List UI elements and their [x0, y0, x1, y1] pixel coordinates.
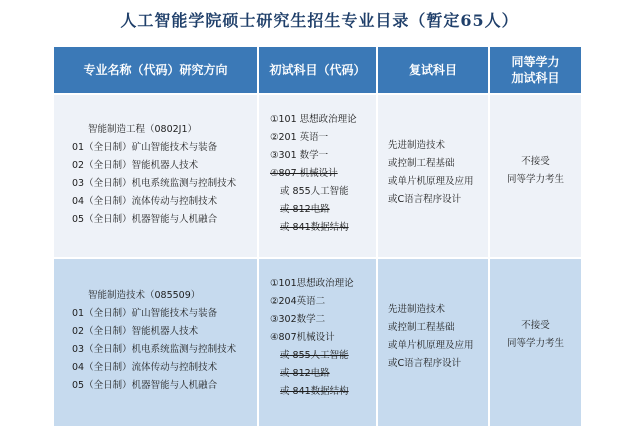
equiv-line: 同等学力考生 [506, 338, 564, 349]
row1-equiv-block [490, 153, 581, 189]
header-major-label: 专业名称（代码）研究方向 [83, 63, 228, 77]
header-equiv-label-2: 加试科目 [511, 71, 560, 85]
row2-retest-block [388, 301, 488, 373]
direction-item: 02（全日制）智能机器人技术 [72, 160, 199, 171]
exam-item: ①101 思想政治理论 [270, 114, 357, 125]
row2-equiv-block [490, 317, 581, 353]
exam-item: ②201 英语一 [270, 132, 329, 143]
direction-item: 03（全日制）机电系统监测与控制技术 [72, 178, 237, 189]
exam-item: ②204英语二 [270, 296, 326, 307]
page-title: 人工智能学院硕士研究生招生专业目录（暂定65人） [120, 11, 519, 30]
row1-exam-block [270, 111, 376, 237]
header-equiv [490, 47, 581, 93]
retest-item: 或控制工程基础 [388, 322, 455, 333]
exam-item: ③302数学二 [270, 314, 326, 325]
exam-item: ④807机械设计 [270, 332, 335, 343]
row1-retest-block [388, 137, 488, 209]
retest-item: 或C语言程序设计 [388, 358, 462, 369]
direction-item: 01（全日制）矿山智能技术与装备 [72, 308, 218, 319]
row1-major-block [72, 121, 257, 229]
major-name: 智能制造工程（0802J1） [88, 124, 198, 135]
exam-item-struck: 或 841数据结构 [280, 222, 349, 233]
direction-item: 04（全日制）流体传动与控制技术 [72, 196, 218, 207]
retest-item: 先进制造技术 [388, 140, 446, 151]
direction-item: 03（全日制）机电系统监测与控制技术 [72, 344, 237, 355]
exam-item-struck: ④807 机械设计 [270, 168, 338, 179]
direction-item: 05（全日制）机器智能与人机融合 [72, 380, 218, 391]
exam-item-struck: 或 812电路 [280, 368, 330, 379]
catalog-table [54, 47, 581, 426]
header-exam [259, 47, 376, 93]
direction-item: 02（全日制）智能机器人技术 [72, 326, 199, 337]
exam-item: ①101思想政治理论 [270, 278, 354, 289]
retest-item: 或单片机原理及应用 [388, 340, 474, 351]
equiv-line: 不接受 [521, 320, 550, 331]
retest-item: 先进制造技术 [388, 304, 446, 315]
exam-item-struck: 或 841数据结构 [280, 386, 349, 397]
direction-item: 01（全日制）矿山智能技术与装备 [72, 142, 218, 153]
exam-item-struck: 或 855人工智能 [280, 350, 349, 361]
exam-item-struck: 或 812电路 [280, 204, 330, 215]
retest-item: 或控制工程基础 [388, 158, 455, 169]
header-equiv-label-1: 同等学力 [511, 55, 560, 69]
header-retest [378, 47, 488, 93]
row2-exam-block [270, 275, 376, 401]
direction-item: 05（全日制）机器智能与人机融合 [72, 214, 218, 225]
exam-item: ③301 数学一 [270, 150, 329, 161]
exam-item: 或 855人工智能 [280, 186, 349, 197]
header-exam-label: 初试科目（代码） [269, 63, 366, 77]
header-major [54, 47, 257, 93]
header-retest-label: 复试科目 [408, 63, 457, 77]
equiv-line: 不接受 [521, 156, 550, 167]
equiv-line: 同等学力考生 [506, 174, 564, 185]
major-name: 智能制造技术（085509） [88, 290, 201, 301]
retest-item: 或C语言程序设计 [388, 194, 462, 205]
row2-major-block [72, 287, 257, 395]
direction-item: 04（全日制）流体传动与控制技术 [72, 362, 218, 373]
retest-item: 或单片机原理及应用 [388, 176, 474, 187]
